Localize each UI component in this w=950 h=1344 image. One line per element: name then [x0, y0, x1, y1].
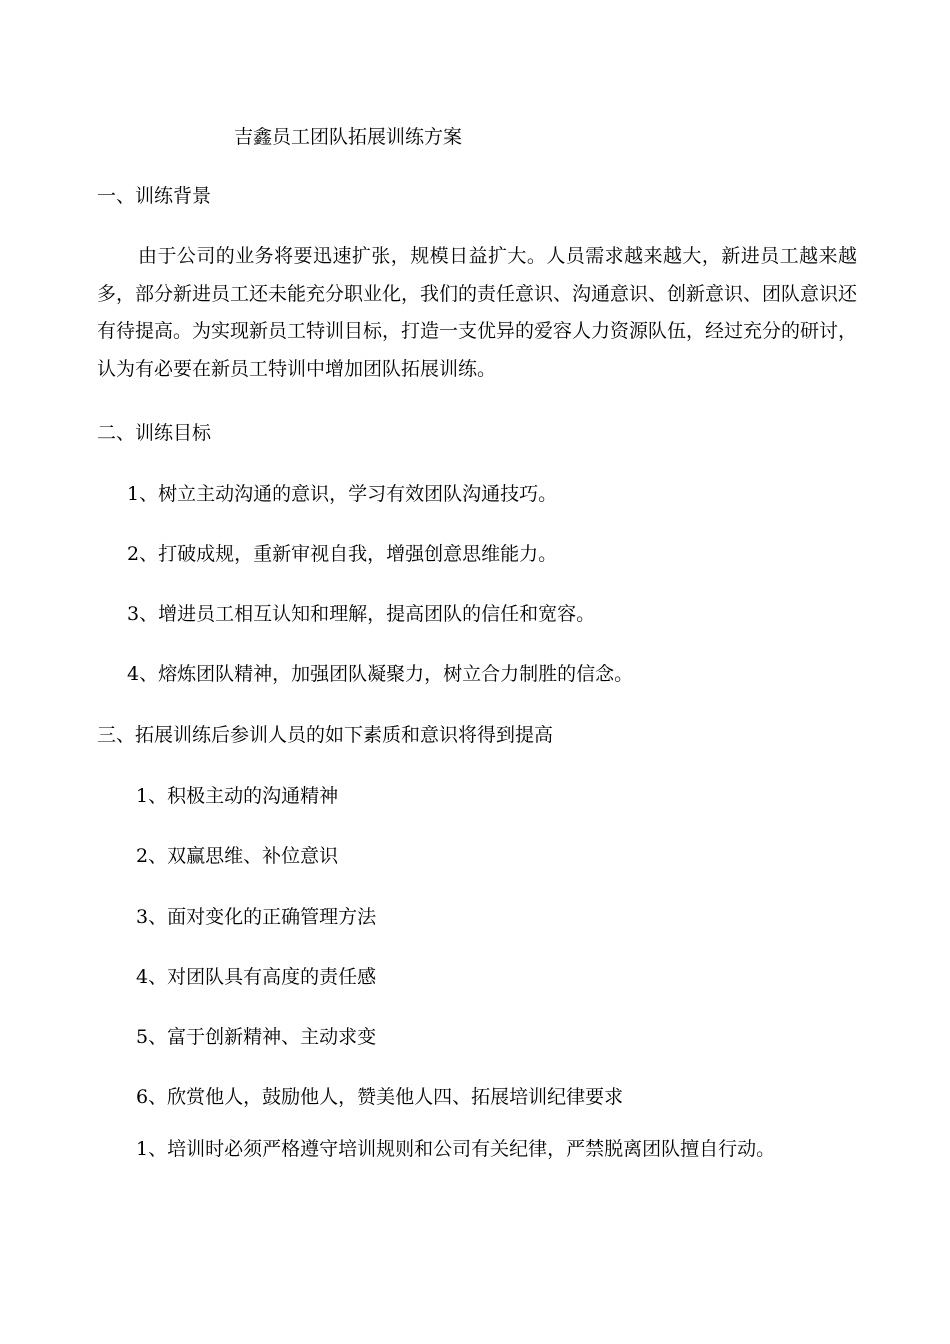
section-3-heading: 三、拓展训练后参训人员的如下素质和意识将得到提高	[97, 724, 554, 746]
section-2-heading: 二、训练目标	[97, 422, 212, 444]
section-3-item-2: 2、双赢思维、补位意识	[136, 845, 339, 867]
section-2-item-1: 1、树立主动沟通的意识，学习有效团队沟通技巧。	[127, 483, 558, 505]
section-3-item-5: 5、富于创新精神、主动求变	[136, 1026, 377, 1048]
section-3-item-4: 4、对团队具有高度的责任感	[136, 966, 377, 988]
section-1-heading: 一、训练背景	[97, 185, 212, 207]
section-1-paragraph: 由于公司的业务将要迅速扩张，规模日益扩大。人员需求越来越大，新进员工越来越多，部分新进员工还未能充分职业化，我们的责任意识、沟通意识、创新意识、团队意识还有待提高。为实现新员工特训目标，打造一支优异的爱容人力资源队伍，经过充分的研讨，认为有必要在新员工特训中增加团队拓展训练。	[97, 245, 858, 380]
section-2-item-3: 3、增进员工相互认知和理解，提高团队的信任和宽容。	[127, 603, 596, 625]
section-3-item-1: 1、积极主动的沟通精神	[136, 785, 339, 807]
section-2-item-4: 4、熔炼团队精神，加强团队凝聚力，树立合力制胜的信念。	[127, 663, 634, 685]
section-4-item-1: 1、培训时必须严格遵守培训规则和公司有关纪律，严禁脱离团队擅自行动。	[136, 1138, 776, 1160]
document-title: 吉鑫员工团队拓展训练方案	[234, 126, 463, 148]
section-3-item-6: 6、欣赏他人，鼓励他人，赞美他人四、拓展培训纪律要求	[136, 1086, 624, 1108]
section-3-item-3: 3、面对变化的正确管理方法	[136, 906, 377, 928]
section-2-item-2: 2、打破成规，重新审视自我，增强创意思维能力。	[127, 543, 558, 565]
